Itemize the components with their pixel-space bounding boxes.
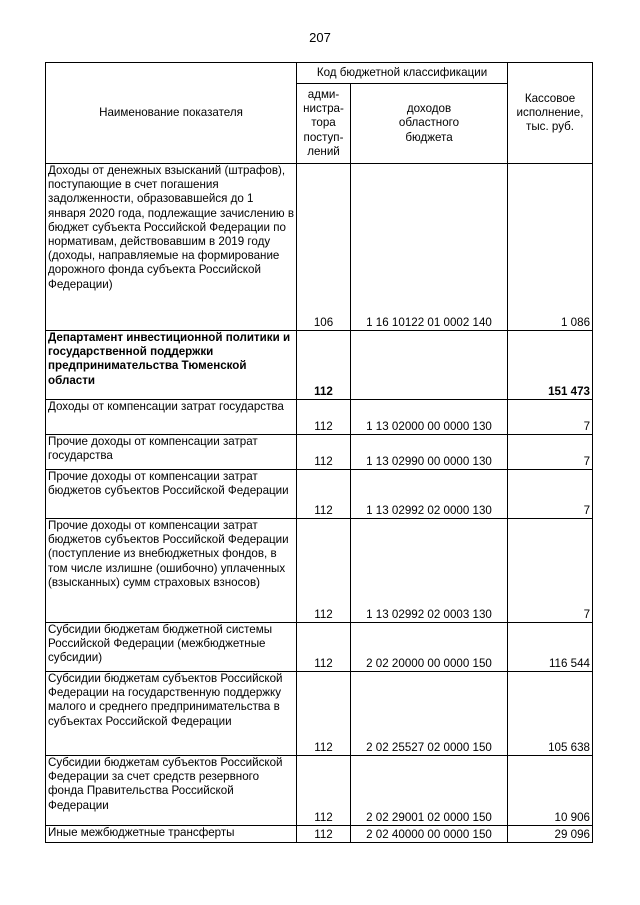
table-row — [46, 400, 593, 435]
table-header — [46, 63, 593, 164]
row-name-cell: Доходы от денежных взысканий (штрафов), поступающие в счет погашения задолженности, образовавшейся до 1 января 2020 года, подлежащие зачислению в бюджет субъекта Российской Федерации по нормативам, действовавшим в 2019 году (доходы, направляемые на формирование дорожного фонда субъекта Российской Федерации) — [46, 164, 297, 331]
row-code-cell: 1 16 10122 01 0002 140 — [351, 164, 508, 331]
header-income-col: доходов областного бюджета — [351, 84, 508, 164]
row-code-cell: 1 13 02992 02 0000 130 — [351, 470, 508, 519]
row-amount-cell: 7 — [508, 400, 593, 435]
header-code-group: Код бюджетной классификации — [297, 63, 508, 84]
row-code-cell: 2 02 20000 00 0000 150 — [351, 623, 508, 672]
row-name-cell: Субсидии бюджетам бюджетной системы Российской Федерации (межбюджетные субсидии) — [46, 623, 297, 672]
row-name-cell: Прочие доходы от компенсации затрат бюджетов субъектов Российской Федерации (поступление из внебюджетных фондов, в том числе излишне (ошибочно) уплаченных (взысканных) сумм страховых взносов) — [46, 519, 297, 623]
table-row — [46, 519, 593, 623]
header-name-col: Наименование показателя — [46, 63, 297, 164]
table-row — [46, 826, 593, 843]
row-name-cell: Иные межбюджетные трансферты — [46, 826, 297, 843]
table-body — [46, 164, 593, 843]
row-admin-cell: 112 — [297, 519, 351, 623]
table-row — [46, 623, 593, 672]
table-row — [46, 435, 593, 470]
table-row — [46, 164, 593, 331]
row-admin-cell: 112 — [297, 672, 351, 756]
row-admin-cell: 112 — [297, 331, 351, 400]
row-admin-cell: 112 — [297, 435, 351, 470]
row-amount-cell: 105 638 — [508, 672, 593, 756]
row-amount-cell: 7 — [508, 435, 593, 470]
row-code-cell: 2 02 29001 02 0000 150 — [351, 756, 508, 826]
table-row — [46, 756, 593, 826]
header-cash-col: Кассовое исполнение, тыс. руб. — [508, 63, 593, 164]
row-code-cell: 2 02 40000 00 0000 150 — [351, 826, 508, 843]
row-amount-cell: 7 — [508, 519, 593, 623]
row-admin-cell: 112 — [297, 756, 351, 826]
table-row — [46, 672, 593, 756]
row-amount-cell: 151 473 — [508, 331, 593, 400]
row-amount-cell: 116 544 — [508, 623, 593, 672]
row-code-cell: 1 13 02992 02 0003 130 — [351, 519, 508, 623]
row-name-cell: Субсидии бюджетам субъектов Российской Федерации на государственную поддержку малого и среднего предпринимательства в субъектах Российской Федерации — [46, 672, 297, 756]
row-amount-cell: 29 096 — [508, 826, 593, 843]
row-amount-cell: 1 086 — [508, 164, 593, 331]
row-name-cell: Прочие доходы от компенсации затрат бюджетов субъектов Российской Федерации — [46, 470, 297, 519]
row-admin-cell: 112 — [297, 470, 351, 519]
budget-table — [45, 62, 593, 843]
row-amount-cell: 10 906 — [508, 756, 593, 826]
row-name-cell: Прочие доходы от компенсации затрат государства — [46, 435, 297, 470]
row-name-cell: Доходы от компенсации затрат государства — [46, 400, 297, 435]
table-row — [46, 470, 593, 519]
row-amount-cell: 7 — [508, 470, 593, 519]
row-code-cell — [351, 331, 508, 400]
row-code-cell: 2 02 25527 02 0000 150 — [351, 672, 508, 756]
table-row — [46, 331, 593, 400]
header-admin-col: адми- нистра- тора поступ- лений — [297, 84, 351, 164]
row-admin-cell: 112 — [297, 826, 351, 843]
row-code-cell: 1 13 02990 00 0000 130 — [351, 435, 508, 470]
row-name-cell: Департамент инвестиционной политики и государственной поддержки предпринимательства Тюменской области — [46, 331, 297, 400]
row-name-cell: Субсидии бюджетам субъектов Российской Федерации за счет средств резервного фонда Правительства Российской Федерации — [46, 756, 297, 826]
row-code-cell: 1 13 02000 00 0000 130 — [351, 400, 508, 435]
row-admin-cell: 112 — [297, 623, 351, 672]
row-admin-cell: 106 — [297, 164, 351, 331]
row-admin-cell: 112 — [297, 400, 351, 435]
page-number: 207 — [309, 30, 331, 45]
